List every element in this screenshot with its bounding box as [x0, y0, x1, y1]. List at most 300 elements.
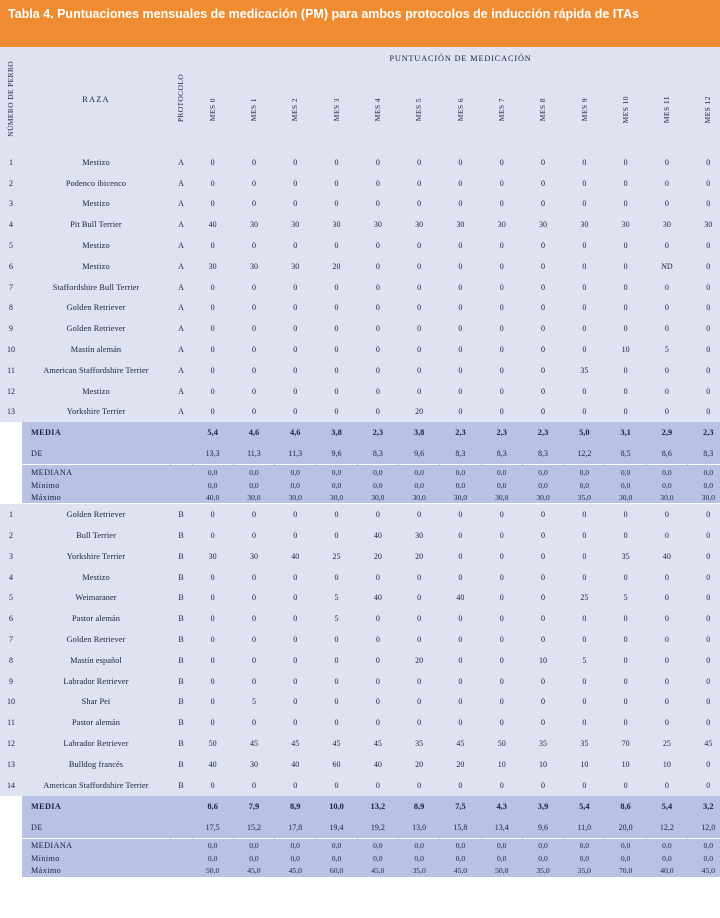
row-protocol: B — [170, 692, 192, 713]
cell-month-0: 0 — [192, 504, 233, 525]
stat-cell-month-10: 30,0 — [605, 491, 646, 504]
cell-month-2: 0 — [275, 588, 316, 609]
stat-cell-month-10: 20,0 — [605, 817, 646, 839]
cell-month-4: 0 — [357, 692, 398, 713]
cell-month-9: 25 — [564, 588, 605, 609]
cell-month-1: 30 — [233, 754, 274, 775]
cell-month-2: 0 — [275, 339, 316, 360]
stat-cell-month-0: 0,0 — [192, 853, 233, 865]
stat-row-minimo — [0, 853, 720, 865]
row-protocol: B — [170, 567, 192, 588]
cell-month-10: 0 — [605, 567, 646, 588]
stat-row-spacer — [0, 853, 22, 865]
stat-row-mediana — [0, 838, 720, 853]
stat-cell-month-1: 0,0 — [233, 838, 274, 853]
cell-month-3: 0 — [316, 775, 357, 796]
stat-cell-month-4: 8,3 — [357, 443, 398, 465]
stat-cell-month-11: 8,6 — [646, 443, 687, 465]
cell-month-12: 0 — [688, 402, 720, 423]
row-dog-number: 10 — [0, 339, 22, 360]
stat-cell-month-7: 30,0 — [481, 491, 522, 504]
row-protocol: B — [170, 733, 192, 754]
stat-cell-month-11: 0,0 — [646, 838, 687, 853]
stat-cell-month-11: 2,9 — [646, 422, 687, 443]
cell-month-6: 0 — [440, 277, 481, 298]
cell-month-2: 0 — [275, 173, 316, 194]
row-protocol: B — [170, 671, 192, 692]
row-protocol: A — [170, 235, 192, 256]
stat-cell-month-0: 0,0 — [192, 479, 233, 491]
row-breed: Mestizo — [22, 256, 170, 277]
row-breed: Mestizo — [22, 381, 170, 402]
stat-cell-month-3: 3,8 — [316, 422, 357, 443]
cell-month-5: 0 — [398, 318, 439, 339]
stat-cell-month-1: 0,0 — [233, 465, 274, 480]
stat-cell-month-2: 8,9 — [275, 796, 316, 817]
cell-month-0: 0 — [192, 608, 233, 629]
row-protocol: A — [170, 298, 192, 319]
cell-month-5: 0 — [398, 173, 439, 194]
cell-month-1: 0 — [233, 712, 274, 733]
cell-month-0: 0 — [192, 173, 233, 194]
header-month-label: MES 9 — [579, 97, 589, 122]
stat-cell-month-6: 7,5 — [440, 796, 481, 817]
stat-protocol-blank — [170, 838, 192, 853]
cell-month-7: 0 — [481, 194, 522, 215]
header-month-label: MES 1 — [249, 97, 259, 122]
cell-month-0: 0 — [192, 235, 233, 256]
stat-cell-month-8: 2,3 — [522, 422, 563, 443]
row-dog-number: 11 — [0, 360, 22, 381]
table-row — [0, 277, 720, 298]
cell-month-11: 0 — [646, 567, 687, 588]
cell-month-1: 0 — [233, 277, 274, 298]
row-dog-number: 5 — [0, 588, 22, 609]
stat-cell-month-12: 12,0 — [688, 817, 720, 839]
cell-month-9: 0 — [564, 775, 605, 796]
cell-month-1: 30 — [233, 256, 274, 277]
stat-protocol-blank — [170, 491, 192, 504]
cell-month-4: 0 — [357, 712, 398, 733]
stat-cell-month-7: 0,0 — [481, 838, 522, 853]
cell-month-8: 0 — [522, 588, 563, 609]
cell-month-5: 0 — [398, 235, 439, 256]
cell-month-2: 40 — [275, 754, 316, 775]
header-month-label: MES 8 — [538, 97, 548, 122]
row-dog-number: 9 — [0, 671, 22, 692]
stat-cell-month-0: 13,3 — [192, 443, 233, 465]
cell-month-10: 0 — [605, 277, 646, 298]
cell-month-3: 0 — [316, 173, 357, 194]
cell-month-7: 10 — [481, 754, 522, 775]
stat-label-de: DE — [22, 443, 170, 465]
cell-month-6: 0 — [440, 256, 481, 277]
row-breed: Mestizo — [22, 235, 170, 256]
stat-protocol-blank — [170, 817, 192, 839]
row-protocol: B — [170, 650, 192, 671]
header-month-8 — [522, 69, 563, 152]
cell-month-6: 0 — [440, 608, 481, 629]
cell-month-11: 0 — [646, 277, 687, 298]
row-dog-number: 9 — [0, 318, 22, 339]
cell-month-8: 0 — [522, 629, 563, 650]
cell-month-3: 0 — [316, 504, 357, 525]
cell-month-6: 0 — [440, 194, 481, 215]
row-protocol: A — [170, 173, 192, 194]
row-dog-number: 3 — [0, 194, 22, 215]
cell-month-12: 0 — [688, 588, 720, 609]
cell-month-0: 30 — [192, 546, 233, 567]
cell-month-0: 50 — [192, 733, 233, 754]
cell-month-9: 0 — [564, 194, 605, 215]
row-breed: Mastín alemán — [22, 339, 170, 360]
row-breed: Staffordshire Bull Terrier — [22, 277, 170, 298]
cell-month-2: 0 — [275, 402, 316, 423]
cell-month-4: 0 — [357, 671, 398, 692]
cell-month-10: 30 — [605, 214, 646, 235]
cell-month-11: 0 — [646, 525, 687, 546]
cell-month-4: 0 — [357, 608, 398, 629]
cell-month-8: 0 — [522, 775, 563, 796]
row-dog-number: 7 — [0, 629, 22, 650]
cell-month-11: 0 — [646, 650, 687, 671]
cell-month-12: 0 — [688, 173, 720, 194]
stat-cell-month-1: 30,0 — [233, 491, 274, 504]
cell-month-7: 0 — [481, 712, 522, 733]
cell-month-0: 0 — [192, 525, 233, 546]
stat-cell-month-11: 0,0 — [646, 479, 687, 491]
cell-month-2: 0 — [275, 277, 316, 298]
cell-month-8: 0 — [522, 712, 563, 733]
cell-month-6: 0 — [440, 546, 481, 567]
cell-month-2: 0 — [275, 712, 316, 733]
table-row — [0, 214, 720, 235]
cell-month-3: 0 — [316, 525, 357, 546]
row-breed: Golden Retriever — [22, 318, 170, 339]
cell-month-2: 0 — [275, 318, 316, 339]
table-row — [0, 360, 720, 381]
cell-month-10: 0 — [605, 504, 646, 525]
header-month-2 — [275, 69, 316, 152]
cell-month-12: 0 — [688, 608, 720, 629]
header-breed: RAZA — [22, 47, 170, 152]
row-protocol: A — [170, 360, 192, 381]
cell-month-3: 0 — [316, 298, 357, 319]
cell-month-4: 0 — [357, 629, 398, 650]
stat-cell-month-2: 0,0 — [275, 838, 316, 853]
row-breed: Shar Pei — [22, 692, 170, 713]
row-breed: Golden Retriever — [22, 298, 170, 319]
cell-month-5: 0 — [398, 339, 439, 360]
stat-cell-month-11: 40,0 — [646, 865, 687, 878]
stat-cell-month-8: 30,0 — [522, 491, 563, 504]
table-row — [0, 608, 720, 629]
row-protocol: B — [170, 754, 192, 775]
stat-row-media — [0, 422, 720, 443]
stat-cell-month-9: 5,4 — [564, 796, 605, 817]
cell-month-2: 0 — [275, 381, 316, 402]
cell-month-9: 0 — [564, 504, 605, 525]
cell-month-12: 45 — [688, 733, 720, 754]
cell-month-9: 35 — [564, 733, 605, 754]
cell-month-12: 0 — [688, 194, 720, 215]
cell-month-3: 0 — [316, 277, 357, 298]
cell-month-10: 0 — [605, 152, 646, 173]
cell-month-2: 0 — [275, 608, 316, 629]
cell-month-10: 0 — [605, 173, 646, 194]
cell-month-12: 0 — [688, 235, 720, 256]
header-month-label: MES 11 — [662, 95, 672, 124]
table-row — [0, 173, 720, 194]
cell-month-7: 0 — [481, 525, 522, 546]
stat-cell-month-1: 7,9 — [233, 796, 274, 817]
cell-month-11: 0 — [646, 402, 687, 423]
stat-cell-month-2: 4,6 — [275, 422, 316, 443]
cell-month-8: 30 — [522, 214, 563, 235]
cell-month-12: 0 — [688, 671, 720, 692]
cell-month-11: 0 — [646, 381, 687, 402]
stat-cell-month-10: 3,1 — [605, 422, 646, 443]
cell-month-11: 25 — [646, 733, 687, 754]
cell-month-8: 0 — [522, 152, 563, 173]
cell-month-2: 0 — [275, 235, 316, 256]
cell-month-7: 0 — [481, 650, 522, 671]
cell-month-6: 0 — [440, 381, 481, 402]
stat-cell-month-6: 8,3 — [440, 443, 481, 465]
stat-cell-month-1: 0,0 — [233, 479, 274, 491]
table-body — [0, 152, 720, 877]
cell-month-11: 0 — [646, 775, 687, 796]
row-dog-number: 1 — [0, 504, 22, 525]
row-protocol: A — [170, 339, 192, 360]
stat-cell-month-5: 30,0 — [398, 491, 439, 504]
cell-month-8: 0 — [522, 525, 563, 546]
cell-month-0: 0 — [192, 629, 233, 650]
stat-protocol-blank — [170, 865, 192, 878]
stat-cell-month-12: 0,0 — [688, 465, 720, 480]
cell-month-6: 0 — [440, 152, 481, 173]
cell-month-8: 0 — [522, 608, 563, 629]
cell-month-8: 0 — [522, 235, 563, 256]
header-month-label: MES 3 — [331, 97, 341, 122]
cell-month-6: 30 — [440, 214, 481, 235]
cell-month-1: 0 — [233, 650, 274, 671]
cell-month-1: 0 — [233, 235, 274, 256]
cell-month-1: 0 — [233, 567, 274, 588]
header-month-4 — [357, 69, 398, 152]
row-breed: Bulldog francés — [22, 754, 170, 775]
cell-month-4: 0 — [357, 173, 398, 194]
cell-month-0: 0 — [192, 671, 233, 692]
row-protocol: B — [170, 712, 192, 733]
row-protocol: B — [170, 546, 192, 567]
stat-cell-month-11: 0,0 — [646, 465, 687, 480]
cell-month-6: 0 — [440, 567, 481, 588]
cell-month-1: 0 — [233, 381, 274, 402]
row-protocol: B — [170, 588, 192, 609]
stat-label-maximo: Máximo — [22, 491, 170, 504]
cell-month-12: 0 — [688, 277, 720, 298]
row-breed: Yorkshire Terrier — [22, 546, 170, 567]
stat-cell-month-4: 0,0 — [357, 838, 398, 853]
cell-month-4: 0 — [357, 235, 398, 256]
cell-month-12: 0 — [688, 546, 720, 567]
cell-month-8: 0 — [522, 567, 563, 588]
stat-cell-month-12: 2,3 — [688, 422, 720, 443]
stat-cell-month-1: 15,2 — [233, 817, 274, 839]
row-protocol: A — [170, 194, 192, 215]
stat-label-minimo: Mínimo — [22, 853, 170, 865]
cell-month-7: 0 — [481, 629, 522, 650]
cell-month-12: 0 — [688, 650, 720, 671]
cell-month-3: 0 — [316, 650, 357, 671]
cell-month-10: 0 — [605, 525, 646, 546]
header-month-1 — [233, 69, 274, 152]
cell-month-4: 0 — [357, 277, 398, 298]
stat-cell-month-5: 0,0 — [398, 853, 439, 865]
cell-month-8: 10 — [522, 754, 563, 775]
cell-month-5: 0 — [398, 567, 439, 588]
row-dog-number: 5 — [0, 235, 22, 256]
cell-month-7: 0 — [481, 588, 522, 609]
cell-month-7: 0 — [481, 277, 522, 298]
stat-row-media — [0, 796, 720, 817]
cell-month-6: 45 — [440, 733, 481, 754]
cell-month-1: 0 — [233, 173, 274, 194]
stat-row-de — [0, 817, 720, 839]
cell-month-5: 0 — [398, 671, 439, 692]
header-month-11 — [646, 69, 687, 152]
cell-month-9: 0 — [564, 318, 605, 339]
stat-cell-month-1: 11,3 — [233, 443, 274, 465]
table-row — [0, 733, 720, 754]
row-dog-number: 12 — [0, 733, 22, 754]
cell-month-6: 0 — [440, 298, 481, 319]
cell-month-9: 0 — [564, 402, 605, 423]
cell-month-9: 0 — [564, 671, 605, 692]
header-month-label: MES 7 — [496, 97, 506, 122]
stat-row-spacer — [0, 817, 22, 839]
header-month-label: MES 6 — [455, 97, 465, 122]
cell-month-2: 0 — [275, 194, 316, 215]
row-protocol: B — [170, 608, 192, 629]
cell-month-4: 0 — [357, 775, 398, 796]
stat-cell-month-5: 0,0 — [398, 465, 439, 480]
table-row — [0, 567, 720, 588]
row-breed: Weimaraner — [22, 588, 170, 609]
cell-month-8: 10 — [522, 650, 563, 671]
row-dog-number: 10 — [0, 692, 22, 713]
stat-cell-month-3: 0,0 — [316, 853, 357, 865]
stat-label-media: MEDIA — [22, 422, 170, 443]
header-month-10 — [605, 69, 646, 152]
cell-month-12: 0 — [688, 256, 720, 277]
cell-month-2: 0 — [275, 692, 316, 713]
cell-month-4: 20 — [357, 546, 398, 567]
cell-month-0: 0 — [192, 318, 233, 339]
cell-month-8: 0 — [522, 360, 563, 381]
cell-month-3: 0 — [316, 567, 357, 588]
stat-cell-month-9: 0,0 — [564, 479, 605, 491]
table-row — [0, 298, 720, 319]
row-breed: Labrador Retriever — [22, 733, 170, 754]
cell-month-7: 0 — [481, 402, 522, 423]
cell-month-5: 20 — [398, 402, 439, 423]
cell-month-8: 0 — [522, 381, 563, 402]
stat-cell-month-3: 0,0 — [316, 838, 357, 853]
stat-cell-month-6: 2,3 — [440, 422, 481, 443]
cell-month-2: 0 — [275, 525, 316, 546]
stat-cell-month-2: 0,0 — [275, 479, 316, 491]
cell-month-5: 0 — [398, 256, 439, 277]
cell-month-9: 0 — [564, 381, 605, 402]
stat-cell-month-8: 0,0 — [522, 853, 563, 865]
cell-month-7: 0 — [481, 504, 522, 525]
cell-month-4: 30 — [357, 214, 398, 235]
stat-row-spacer — [0, 838, 22, 853]
cell-month-6: 0 — [440, 173, 481, 194]
stat-protocol-blank — [170, 443, 192, 465]
cell-month-7: 0 — [481, 546, 522, 567]
cell-month-11: 40 — [646, 546, 687, 567]
row-dog-number: 4 — [0, 214, 22, 235]
row-dog-number: 13 — [0, 754, 22, 775]
cell-month-9: 0 — [564, 567, 605, 588]
cell-month-9: 35 — [564, 360, 605, 381]
cell-month-10: 0 — [605, 360, 646, 381]
stat-row-maximo — [0, 491, 720, 504]
cell-month-8: 0 — [522, 546, 563, 567]
cell-month-12: 0 — [688, 152, 720, 173]
stat-cell-month-11: 30,0 — [646, 491, 687, 504]
row-breed: Golden Retriever — [22, 629, 170, 650]
cell-month-3: 60 — [316, 754, 357, 775]
cell-month-10: 35 — [605, 546, 646, 567]
cell-month-2: 0 — [275, 629, 316, 650]
cell-month-12: 0 — [688, 298, 720, 319]
header-month-label: MES 10 — [620, 95, 630, 124]
cell-month-8: 0 — [522, 194, 563, 215]
stat-cell-month-1: 0,0 — [233, 853, 274, 865]
stat-cell-month-12: 0,0 — [688, 853, 720, 865]
cell-month-6: 0 — [440, 629, 481, 650]
cell-month-4: 0 — [357, 567, 398, 588]
stat-cell-month-3: 19,4 — [316, 817, 357, 839]
stat-cell-month-10: 0,0 — [605, 479, 646, 491]
stat-label-maximo: Máximo — [22, 865, 170, 878]
stat-cell-month-12: 8,3 — [688, 443, 720, 465]
cell-month-1: 45 — [233, 733, 274, 754]
stat-row-de — [0, 443, 720, 465]
row-protocol: B — [170, 504, 192, 525]
cell-month-6: 0 — [440, 525, 481, 546]
stat-cell-month-2: 11,3 — [275, 443, 316, 465]
cell-month-10: 0 — [605, 671, 646, 692]
cell-month-11: 10 — [646, 754, 687, 775]
stat-cell-month-7: 0,0 — [481, 479, 522, 491]
cell-month-5: 0 — [398, 712, 439, 733]
cell-month-2: 0 — [275, 567, 316, 588]
stat-cell-month-11: 12,2 — [646, 817, 687, 839]
cell-month-1: 0 — [233, 588, 274, 609]
stat-cell-month-6: 0,0 — [440, 853, 481, 865]
stat-cell-month-0: 40,0 — [192, 491, 233, 504]
stat-label-minimo: Mínimo — [22, 479, 170, 491]
stat-row-spacer — [0, 491, 22, 504]
row-dog-number: 3 — [0, 546, 22, 567]
cell-month-10: 0 — [605, 381, 646, 402]
cell-month-6: 0 — [440, 360, 481, 381]
